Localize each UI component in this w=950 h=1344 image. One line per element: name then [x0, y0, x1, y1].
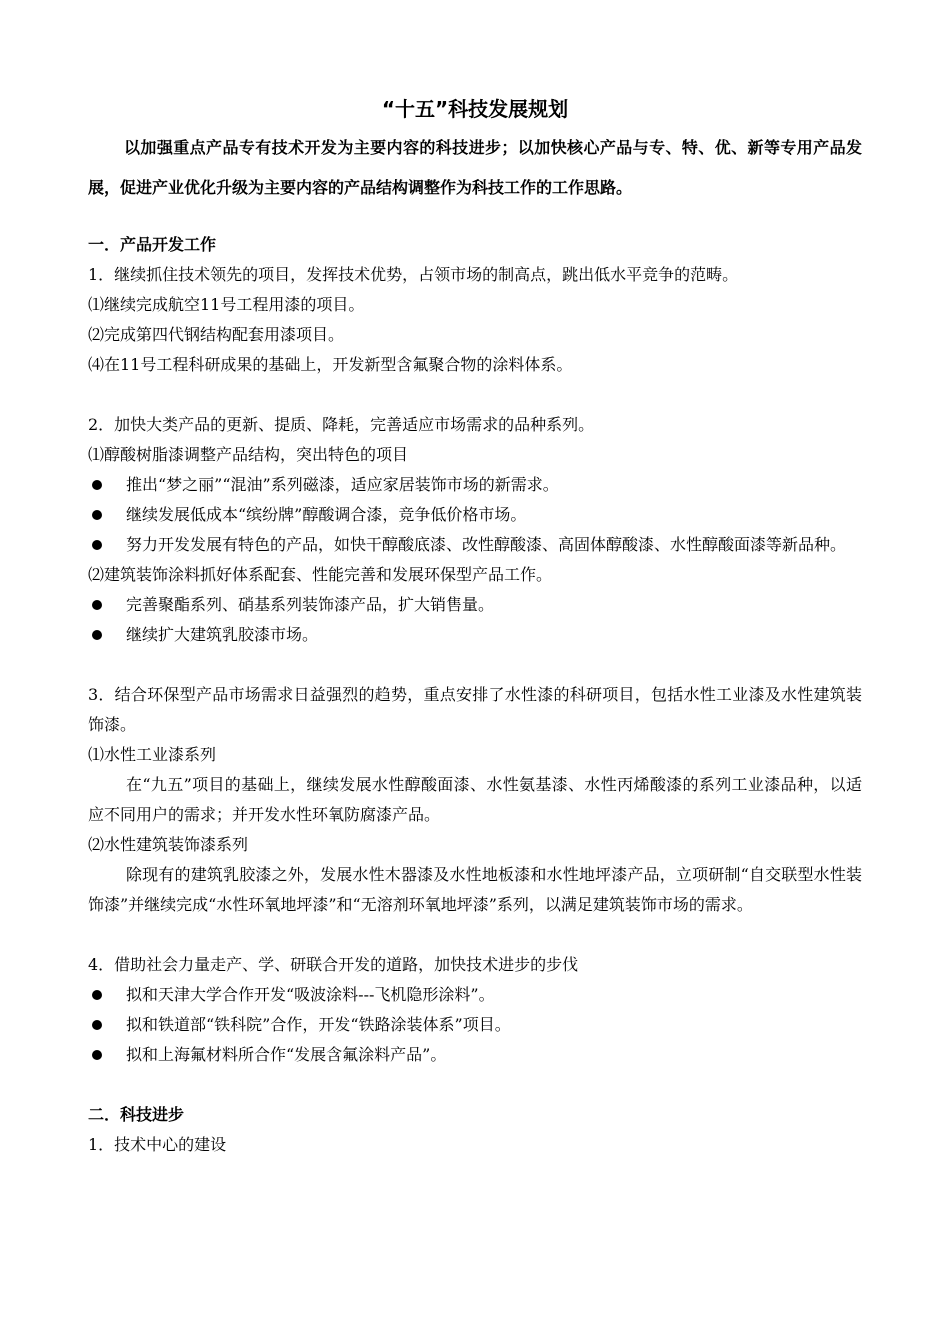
list-item: ⑷在11号工程科研成果的基础上，开发新型含氟聚合物的涂料体系。: [88, 355, 573, 374]
bullet-icon: [92, 1020, 102, 1030]
bullet-icon: [92, 1050, 102, 1060]
bullet-item: 努力开发发展有特色的产品，如快干醇酸底漆、改性醇酸漆、高固体醇酸漆、水性醇酸面漆等新品种。: [88, 530, 862, 560]
bullet-item: 拟和天津大学合作开发“吸波涂料---飞机隐形涂料”。: [88, 980, 862, 1010]
document-body: [88, 230, 862, 1160]
bullet-item: 推出“梦之丽”“混油”系列磁漆，适应家居装饰市场的新需求。: [88, 470, 862, 500]
bullet-icon: [92, 990, 102, 1000]
paragraph: 1．继续抓住技术领先的项目，发挥技术优势，占领市场的制高点，跳出低水平竞争的范畴。: [88, 265, 739, 284]
bullet-item: 拟和上海氟材料所合作“发展含氟涂料产品”。: [88, 1040, 862, 1070]
bullet-icon: [92, 630, 102, 640]
bullet-icon: [92, 510, 102, 520]
bullet-icon: [92, 600, 102, 610]
list-item: ⑵完成第四代钢结构配套用漆项目。: [88, 325, 345, 344]
bullet-icon: [92, 480, 102, 490]
page-title: “十五”科技发展规划: [381, 97, 569, 121]
subheading: ⑵建筑装饰涂料抓好体系配套、性能完善和发展环保型产品工作。: [88, 565, 553, 584]
bullet-item: 拟和铁道部“铁科院”合作，开发“铁路涂装体系”项目。: [88, 1010, 862, 1040]
paragraph: 4．借助社会力量走产、学、研联合开发的道路，加快技术进步的步伐: [88, 955, 579, 974]
paragraph: 在“九五”项目的基础上，继续发展水性醇酸面漆、水性氨基漆、水性丙烯酸漆的系列工业漆品种，以适应不同用户的需求；并开发水性环氧防腐漆产品。: [88, 775, 862, 824]
bullet-item: 完善聚酯系列、硝基系列装饰漆产品，扩大销售量。: [88, 590, 862, 620]
bullet-item: 继续扩大建筑乳胶漆市场。: [88, 620, 862, 650]
bullet-icon: [92, 540, 102, 550]
paragraph: 3．结合环保型产品市场需求日益强烈的趋势，重点安排了水性漆的科研项目，包括水性工业漆及水性建筑装饰漆。: [88, 685, 862, 734]
subheading: ⑴水性工业漆系列: [88, 745, 217, 764]
section-heading: 一．产品开发工作: [88, 235, 217, 254]
section-heading: 二．科技进步: [88, 1105, 185, 1124]
paragraph: 1．技术中心的建设: [88, 1135, 227, 1154]
intro-paragraph: 以加强重点产品专有技术开发为主要内容的科技进步；以加快核心产品与专、特、优、新等专用产品发展，促进产业优化升级为主要内容的产品结构调整作为科技工作的工作思路。: [88, 138, 862, 197]
bullet-item: 继续发展低成本“缤纷牌”醇酸调合漆，竞争低价格市场。: [88, 500, 862, 530]
list-item: ⑴继续完成航空11号工程用漆的项目。: [88, 295, 365, 314]
subheading: ⑵水性建筑装饰漆系列: [88, 835, 249, 854]
paragraph: 除现有的建筑乳胶漆之外，发展水性木器漆及水性地板漆和水性地坪漆产品，立项研制“自交联型水性装饰漆”并继续完成“水性环氧地坪漆”和“无溶剂环氧地坪漆”系列，以满足建筑装饰市场的需求。: [88, 865, 862, 914]
subheading: ⑴醇酸树脂漆调整产品结构，突出特色的项目: [88, 445, 409, 464]
paragraph: 2．加快大类产品的更新、提质、降耗，完善适应市场需求的品种系列。: [88, 415, 595, 434]
